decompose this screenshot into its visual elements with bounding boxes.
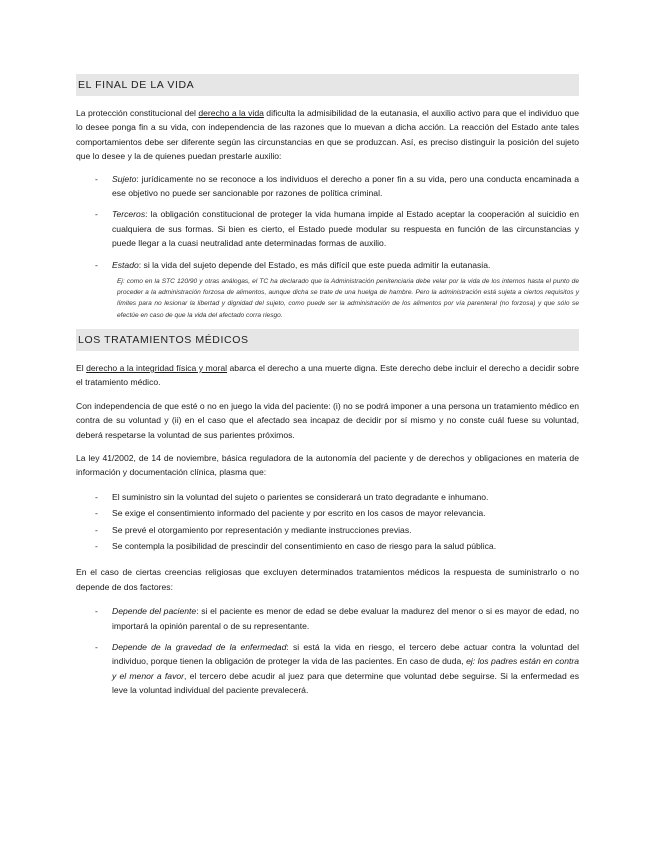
list-item: - Se exige el consentimiento informado del paciente y por escrito en los casos de mayor relevancia. (76, 506, 579, 520)
factors-list (76, 604, 579, 697)
ley-list (76, 490, 579, 554)
final-list (76, 172, 579, 272)
list-item: - Sujeto: jurídicamente no se reconoce a los individuos el derecho a poner fin a su vida, pero una conducta encaminada a ese objetivo no puede ser sancionable por razones de política criminal. (76, 172, 579, 201)
section-title-tratamientos: LOS TRATAMIENTOS MÉDICOS (76, 329, 579, 351)
tratamientos-paragraph-2: Con independencia de que esté o no en juego la vida del paciente: (i) no se podrá imponer a una persona un tratamiento médico en contra de su voluntad y (ii) en el caso que el afectado sea incapaz de decidir por sí mismo y no conste cuál fuese su voluntad, deberá respetarse la voluntad de sus parientes próximos. (76, 400, 579, 440)
list-item: - El suministro sin la voluntad del sujeto o parientes se considerará un trato degradante e inhumano. (76, 490, 579, 504)
list-item: - Se prevé el otorgamiento por representación y mediante instrucciones previas. (76, 523, 579, 537)
list-item: - Estado: si la vida del sujeto depende del Estado, es más difícil que este pueda admitir la eutanasia. (76, 258, 579, 272)
intro-paragraph: La protección constitucional del derecho a la vida dificulta la admisibilidad de la eutanasia, el auxilio activo para que el individuo que lo desee ponga fin a su vida, con independencia de las razones que lo muevan a dicha acción. La reacción del Estado ante tales comportamientos debe ser diferente según las circunstancias en que se produzcan. Así, es preciso distinguir la posición del sujeto que lo desee y la de quienes puedan prestarle auxilio: (76, 108, 579, 162)
derecho-vida-link: derecho a la vida (198, 108, 264, 118)
section-title-final: EL FINAL DE LA VIDA (76, 74, 579, 96)
integridad-link: derecho a la integridad física y moral (86, 362, 228, 373)
tratamientos-paragraph-3: La ley 41/2002, de 14 de noviembre, básica reguladora de la autonomía del paciente y de derechos y obligaciones en materia de información y documentación clínica, plasma que: (76, 452, 579, 478)
list-item: - Depende del paciente: si el paciente es menor de edad se debe evaluar la madurez del menor o si es mayor de edad, no importará la opinión parental o de su representante. (76, 604, 579, 633)
list-item: - Se contempla la posibilidad de prescindir del consentimiento en caso de riesgo para la salud pública. (76, 539, 579, 553)
list-item: - Depende de la gravedad de la enfermedad: si está la vida en riesgo, el tercero debe actuar contra la voluntad del individuo, porque tienen la obligación de proteger la vida de las pacientes. En caso de duda, ej: los padres están en contra y el menor a favor, el tercero debe acudir al juez para que determine que voluntad debe seguirse. Si la enfermedad es leve la voluntad individual del paciente prevalecerá. (76, 640, 579, 698)
tratamientos-paragraph-4: En el caso de ciertas creencias religiosas que excluyen determinados tratamientos médicos la respuesta de suministrarlo o no depende de dos factores: (76, 567, 579, 592)
tratamientos-paragraph-1: El derecho a la integridad física y moral abarca el derecho a una muerte digna. Este derecho debe incluir el derecho a decidir sobre el tratamiento médico. (76, 362, 580, 388)
list-item: - Terceros: la obligación constitucional de proteger la vida humana impide al Estado aceptar la cooperación al suicidio en cualquiera de sus formas. Si bien es cierto, el Estado puede modular su respuesta en función de las circunstancias y puede llegar a la cuasi neutralidad ante determinadas formas de auxilio. (76, 207, 579, 250)
example-note: Ej: como en la STC 120/90 y otras análogas, el TC ha declarado que la Administración penitenciaria debe velar por la vida de los internos hasta el punto de proceder a la administración forzosa de alimentos, aunque dicha se trate de una huelga de hambre. Pero la administración está sujeta a ciertos requisitos y límites para no lesionar la libertad y dignidad del sujeto, como puede ser la administración de los alimentos por vía parenteral (no forzosa) y que sólo se efectúe en caso de que la vida del afectado corra riesgo. (117, 278, 579, 319)
